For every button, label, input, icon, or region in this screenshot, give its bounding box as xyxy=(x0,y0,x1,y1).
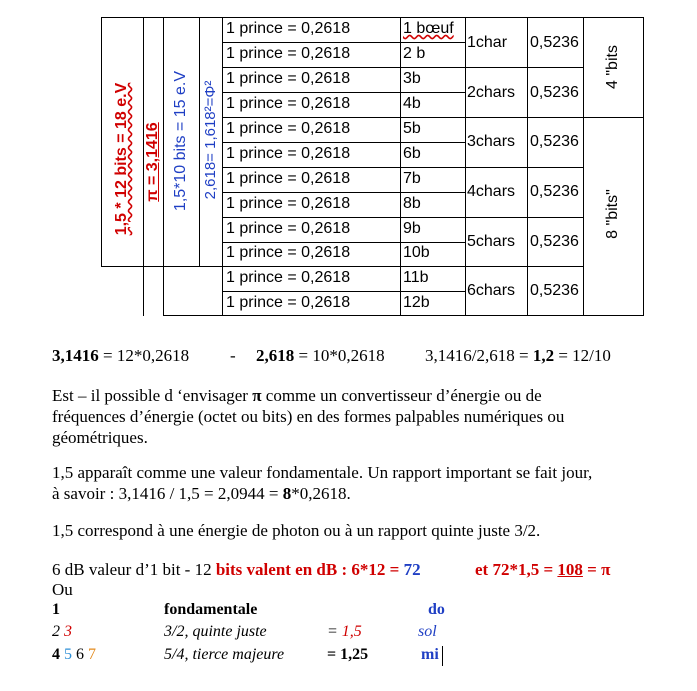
vertical-label-text: 4 "bits xyxy=(604,45,621,89)
row3-label: 5/4, tierce majeure xyxy=(164,646,285,663)
row2-ratio xyxy=(327,623,362,641)
row-divider xyxy=(222,266,583,267)
chars-value: 0,5236 xyxy=(530,282,579,299)
prince-cell: 1 prince = 0,2618 xyxy=(226,145,351,162)
prince-cell: 1 prince = 0,2618 xyxy=(226,45,351,62)
prince-cell: 1 prince = 0,2618 xyxy=(226,70,351,87)
vertical-label-text: 1,5*10 bits = 15 e.V xyxy=(172,70,189,212)
b-cell: 3b xyxy=(403,70,421,87)
text-fragment: à savoir : 3,1416 / 1,5 = 2,0944 = xyxy=(52,484,283,503)
chars-value: 0,5236 xyxy=(530,133,579,150)
prince-cell: 1 prince = 0,2618 xyxy=(226,294,351,311)
text-fragment: 3,1416 xyxy=(52,346,99,365)
vertical-label-8-bits xyxy=(603,164,623,264)
chars-value: 0,5236 xyxy=(530,34,579,51)
table-border xyxy=(101,17,102,266)
chars-label: 2chars xyxy=(467,84,516,101)
text-fragment: Est – il possible d ‘envisager xyxy=(52,386,253,405)
row-divider xyxy=(222,92,465,93)
prince-cell: 1 prince = 0,2618 xyxy=(226,195,351,212)
table-border xyxy=(163,17,164,316)
text-fragment: 7 xyxy=(88,646,96,663)
row-divider xyxy=(222,142,465,143)
text-fragment: 1,2 xyxy=(532,346,555,365)
row1-label: fondamentale xyxy=(164,601,258,618)
dash: - xyxy=(230,346,236,365)
equation-line xyxy=(52,346,189,366)
chars-label: 3chars xyxy=(467,133,516,150)
text-fragment: = 12/10 xyxy=(554,346,611,365)
row2-numbers xyxy=(52,623,72,641)
text-fragment: 2,618 xyxy=(256,346,295,365)
text-fragment: 72 xyxy=(403,560,421,579)
chars-value: 0,5236 xyxy=(530,183,579,200)
vertical-label-text: 1,5 * 12 bits = 18 e.V xyxy=(113,82,130,236)
chars-label: 5chars xyxy=(467,233,516,250)
row-divider xyxy=(222,117,583,118)
row2-label: 3/2, quinte juste xyxy=(164,623,267,640)
vertical-label-phi xyxy=(202,60,220,220)
vertical-label-text: 8 "bits" xyxy=(604,189,621,239)
text-line: géométriques. xyxy=(52,428,148,447)
ou-label: Ou xyxy=(52,580,73,599)
vertical-label-4-bits xyxy=(603,22,623,112)
text-fragment: 108 xyxy=(557,560,583,579)
b-cell: 6b xyxy=(403,145,421,162)
vertical-label-18ev xyxy=(111,39,133,279)
text-fragment: 6 xyxy=(76,646,84,663)
row1-number: 1 xyxy=(52,601,60,618)
paragraph-db xyxy=(52,560,421,580)
text-fragment: 6 dB valeur d’1 bit - 12 xyxy=(52,560,216,579)
b-cell: 4b xyxy=(403,95,421,112)
vertical-label-pi xyxy=(143,82,163,242)
b-cell: 5b xyxy=(403,120,421,137)
table-border xyxy=(583,117,643,118)
prince-cell: 1 prince = 0,2618 xyxy=(226,170,351,187)
prince-cell: 1 prince = 0,2618 xyxy=(226,120,351,137)
chars-label: 6chars xyxy=(467,282,516,299)
text-line: 1,5 apparaît comme une valeur fondamentale. Un rapport important se fait jour, xyxy=(52,463,593,482)
text-line: fréquences d’énergie (octet ou bits) en des formes palpables numériques ou xyxy=(52,407,565,426)
row3-numbers xyxy=(52,646,96,664)
row-divider xyxy=(222,67,583,68)
paragraph-fundamental xyxy=(52,462,592,504)
prince-cell: 1 prince = 0,2618 xyxy=(226,220,351,237)
row-divider xyxy=(222,42,465,43)
row-divider xyxy=(222,242,465,243)
row-divider xyxy=(222,192,465,193)
note-sol: sol xyxy=(418,623,437,640)
chars-value: 0,5236 xyxy=(530,233,579,250)
text-cursor xyxy=(442,646,443,666)
prince-cell: 1 prince = 0,2618 xyxy=(226,269,351,286)
chars-label: 1char xyxy=(467,34,508,51)
b-cell: 9b xyxy=(403,220,421,237)
equation-line xyxy=(256,346,385,366)
text-fragment: 2 xyxy=(52,623,60,640)
prince-cell: 1 prince = 0,2618 xyxy=(226,95,351,112)
b-cell: 10b xyxy=(403,244,430,261)
paragraph-db-end xyxy=(475,560,610,580)
table-border xyxy=(101,17,643,18)
text-fragment: *0,2618. xyxy=(291,484,351,503)
text-fragment: = π xyxy=(582,560,611,579)
text-fragment: 4 xyxy=(52,646,60,663)
equation-line xyxy=(425,346,611,366)
table-border xyxy=(583,17,584,316)
text-fragment: 8 xyxy=(282,484,292,503)
text-line xyxy=(52,483,592,504)
b-cell: 12b xyxy=(403,294,430,311)
table-border xyxy=(199,17,200,266)
note-do: do xyxy=(428,601,445,618)
text-fragment: = 10*0,2618 xyxy=(294,346,385,365)
text-fragment: 5 xyxy=(64,646,72,663)
vertical-label-text: 2,618= 1,618²=Φ² xyxy=(202,80,219,200)
text-fragment: 1,5 xyxy=(341,623,362,640)
text-fragment: 3 xyxy=(64,623,72,640)
b-cell: 2 b xyxy=(403,45,426,62)
text-fragment: bits valent en dB : 6*12 = xyxy=(215,560,404,579)
note-mi: mi xyxy=(421,646,439,663)
b-cell: 11b xyxy=(403,269,429,286)
vertical-label-text: π = 3,1416 xyxy=(144,122,161,202)
text-fragment: = xyxy=(327,623,342,640)
prince-cell: 1 prince = 0,2618 xyxy=(226,20,351,37)
chars-value: 0,5236 xyxy=(530,84,579,101)
row-divider xyxy=(222,291,465,292)
prince-cell: 1 prince = 0,2618 xyxy=(226,244,351,261)
b-cell: 7b xyxy=(403,170,421,187)
b-cell xyxy=(403,20,454,38)
text-fragment: et 72*1,5 = xyxy=(475,560,558,579)
text-fragment: 3,1416/2,618 = xyxy=(425,346,533,365)
text-fragment: π xyxy=(252,386,262,405)
text-line xyxy=(52,385,564,406)
paragraph-photon: 1,5 correspond à une énergie de photon ou à un rapport quinte juste 3/2. xyxy=(52,521,541,540)
b-cell: 8b xyxy=(403,195,421,212)
text-fragment: = 12*0,2618 xyxy=(98,346,190,365)
table-border xyxy=(163,315,643,316)
chars-label: 4chars xyxy=(467,183,516,200)
paragraph-pi-question xyxy=(52,385,564,448)
row-divider xyxy=(222,167,583,168)
text-fragment: comme un convertisseur d’énergie ou de xyxy=(261,386,542,405)
row3-ratio: = 1,25 xyxy=(327,646,369,663)
b-cell-text: 1 bœuf xyxy=(403,20,454,37)
table-border xyxy=(643,17,644,316)
vertical-label-15ev xyxy=(171,61,191,221)
row-divider xyxy=(222,217,583,218)
